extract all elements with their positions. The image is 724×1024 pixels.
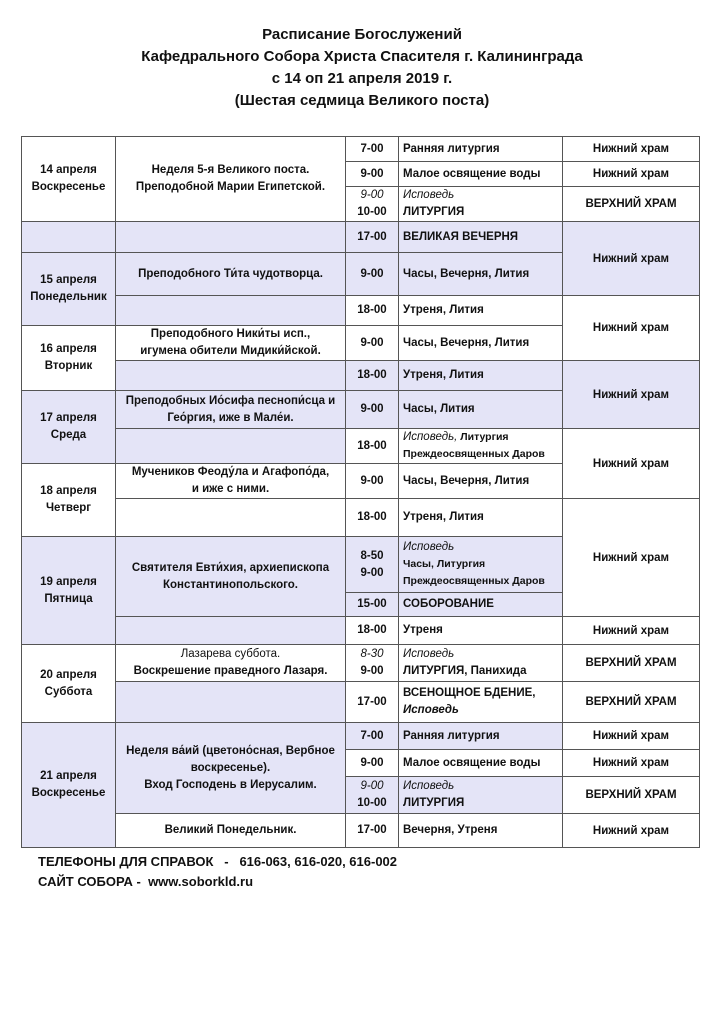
place-cell: Нижний храм (563, 162, 700, 187)
contacts-footer (38, 852, 397, 892)
date-cell: 18 апреля Четверг (22, 464, 116, 537)
time-cell: 17-00 (346, 814, 399, 848)
time-cell: 9-00 (346, 253, 399, 296)
service-cell: Часы, Вечерня, Лития (399, 253, 563, 296)
service-cell: ВЕЛИКАЯ ВЕЧЕРНЯ (399, 222, 563, 253)
service-cell: Вечерня, Утреня (399, 814, 563, 848)
title-line-2: Кафедрального Собора Христа Спасителя г. Калининграда (141, 48, 583, 65)
phone-numbers: 616-063, 616-020, 616-002 (239, 854, 398, 869)
time-cell: 18-00 (346, 617, 399, 645)
date-cell: 17 апреля Среда (22, 391, 116, 464)
service-cell: СОБОРОВАНИЕ (399, 593, 563, 617)
service-cell: Часы, Лития (399, 391, 563, 429)
time-cell: 15-00 (346, 593, 399, 617)
phones-line: ТЕЛЕФОНЫ ДЛЯ СПРАВОК - 616-063, 616-020, 616-002 (38, 854, 398, 869)
time-cell: 9-00 10-00 (346, 187, 399, 222)
time-cell: 9-00 (346, 162, 399, 187)
title-line-3: с 14 оп 21 апреля 2019 г. (271, 70, 453, 87)
place-cell: Нижний храм (563, 222, 700, 296)
schedule-table (21, 136, 700, 848)
event-cell: Преподобного Ти́та чудотворца. (116, 253, 346, 296)
date-cell: 21 апреля Воскресенье (22, 723, 116, 848)
site-link[interactable]: www.soborkld.ru (148, 874, 254, 889)
place-cell: ВЕРХНИЙ ХРАМ (563, 682, 700, 723)
date-cell: 16 апреля Вторник (22, 326, 116, 391)
time-cell: 18-00 (346, 499, 399, 537)
time-cell: 9-00 10-00 (346, 777, 399, 814)
event-cell: Преподобного Ники́ты исп., игумена обители Мидики́йской. (116, 326, 346, 361)
service-cell: Исповедь, Литургия Преждеосвященных Даров (399, 429, 563, 464)
date-cell: 20 апреля Суббота (22, 645, 116, 723)
table-row (22, 137, 700, 162)
place-cell: Нижний храм (563, 296, 700, 361)
place-cell: Нижний храм (563, 617, 700, 645)
time-cell: 7-00 (346, 723, 399, 750)
time-cell: 17-00 (346, 682, 399, 723)
service-cell: Утреня (399, 617, 563, 645)
service-cell: Утреня, Лития (399, 296, 563, 326)
time-cell: 17-00 (346, 222, 399, 253)
table-row (22, 296, 700, 326)
event-cell: Преподобных Ио́сифа песнопи́сца и Гео́ргия, иже в Мале́и. (116, 391, 346, 429)
event-cell: Мучеников Феоду́ла и Агафопо́да, и иже с ними. (116, 464, 346, 499)
table-row (22, 361, 700, 391)
time-cell: 9-00 (346, 326, 399, 361)
event-cell: Великий Понедельник. (116, 814, 346, 848)
table-row (22, 723, 700, 750)
event-cell: Лазарева суббота. Воскрешение праведного Лазаря. (116, 645, 346, 682)
date-cell: 19 апреля Пятница (22, 537, 116, 645)
table-row (22, 814, 700, 848)
service-cell: Часы, Вечерня, Лития (399, 464, 563, 499)
time-cell: 8-50 9-00 (346, 537, 399, 593)
title-line-4: (Шестая седмица Великого поста) (234, 92, 490, 109)
table-row (22, 645, 700, 682)
time-cell: 9-00 (346, 464, 399, 499)
place-cell: ВЕРХНИЙ ХРАМ (563, 777, 700, 814)
place-cell: Нижний храм (563, 750, 700, 777)
table-row (22, 682, 700, 723)
service-cell: Исповедь ЛИТУРГИЯ, Панихида (399, 645, 563, 682)
service-cell: Ранняя литургия (399, 723, 563, 750)
time-cell: 18-00 (346, 296, 399, 326)
time-cell: 7-00 (346, 137, 399, 162)
place-cell: Нижний храм (563, 429, 700, 499)
time-cell: 8-30 9-00 (346, 645, 399, 682)
title-line-1: Расписание Богослужений (262, 26, 462, 43)
date-cell: 14 апреля Воскресенье (22, 137, 116, 222)
place-cell: Нижний храм (563, 814, 700, 848)
table-row (22, 617, 700, 645)
place-cell: Нижний храм (563, 361, 700, 429)
place-cell: ВЕРХНИЙ ХРАМ (563, 645, 700, 682)
service-cell: Утреня, Лития (399, 361, 563, 391)
place-cell: Нижний храм (563, 499, 700, 617)
page-title (0, 24, 724, 112)
service-cell: ВСЕНОЩНОЕ БДЕНИЕ, Исповедь (399, 682, 563, 723)
time-cell: 18-00 (346, 429, 399, 464)
table-row (22, 222, 700, 253)
event-cell: Неделя 5-я Великого поста. Преподобной Марии Египетской. (116, 137, 346, 222)
place-cell: ВЕРХНИЙ ХРАМ (563, 187, 700, 222)
service-cell: Малое освящение воды (399, 162, 563, 187)
service-cell: Малое освящение воды (399, 750, 563, 777)
service-cell: Ранняя литургия (399, 137, 563, 162)
service-cell: Исповедь ЛИТУРГИЯ (399, 187, 563, 222)
table-row (22, 499, 700, 537)
time-cell: 9-00 (346, 750, 399, 777)
place-cell: Нижний храм (563, 723, 700, 750)
time-cell: 9-00 (346, 391, 399, 429)
table-row (22, 429, 700, 464)
event-cell: Святителя Евти́хия, архиепископа Константинопольского. (116, 537, 346, 617)
place-cell: Нижний храм (563, 137, 700, 162)
event-cell: Неделя ва́ий (цветоно́сная, Вербное воскресенье). Вход Господень в Иерусалим. (116, 723, 346, 814)
service-cell: Исповедь Часы, Литургия Преждеосвященных Даров (399, 537, 563, 593)
service-cell: Часы, Вечерня, Лития (399, 326, 563, 361)
time-cell: 18-00 (346, 361, 399, 391)
service-cell: Утреня, Лития (399, 499, 563, 537)
service-cell: Исповедь ЛИТУРГИЯ (399, 777, 563, 814)
site-line: САЙТ СОБОРА - www.soborkld.ru (38, 874, 254, 889)
date-cell: 15 апреля Понедельник (22, 253, 116, 326)
